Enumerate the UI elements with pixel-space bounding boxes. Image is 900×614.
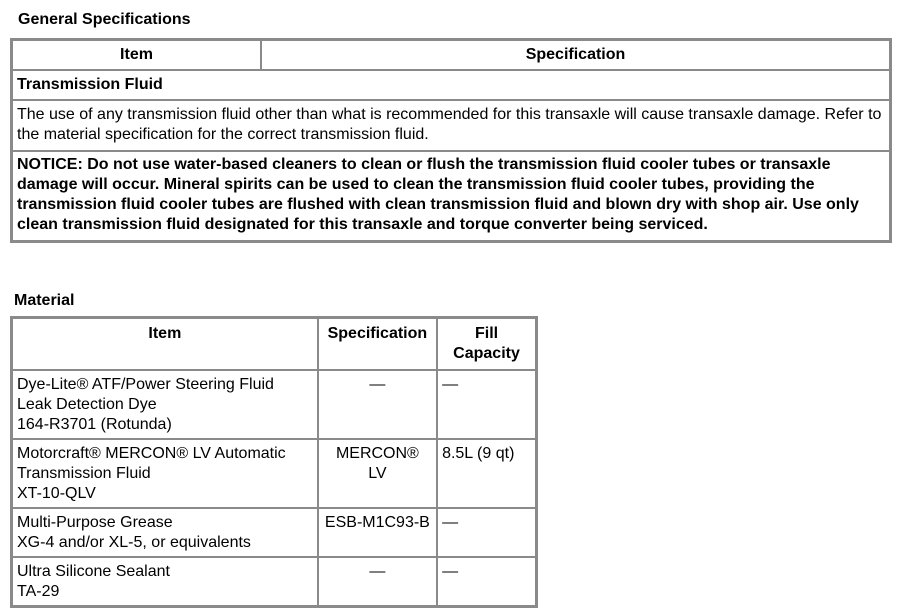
- column-header-item: Item: [12, 318, 318, 370]
- table-row: [12, 557, 536, 606]
- item-line: Transmission Fluid: [17, 465, 151, 482]
- section-row: [12, 70, 890, 100]
- table-row: [12, 370, 536, 439]
- item-line: TA-29: [17, 583, 60, 600]
- material-table: [10, 316, 538, 608]
- material-title: Material: [14, 292, 75, 309]
- general-specifications-table: [10, 38, 892, 243]
- spec-cell: [318, 557, 437, 606]
- spec-line: —: [369, 376, 386, 393]
- fill-header-line-2: Capacity: [453, 345, 520, 362]
- section-title-transmission-fluid: Transmission Fluid: [12, 70, 890, 100]
- header-row: [12, 318, 536, 370]
- column-header-specification: Specification: [261, 40, 890, 70]
- item-cell: [12, 439, 318, 508]
- notice-row: [12, 151, 890, 241]
- body-row: [12, 100, 890, 151]
- item-line: Motorcraft® MERCON® LV Automatic: [17, 445, 286, 462]
- item-line: Ultra Silicone Sealant: [17, 563, 170, 580]
- spec-cell: [318, 508, 437, 557]
- general-specifications-title: General Specifications: [18, 11, 191, 28]
- notice-text: NOTICE: Do not use water-based cleaners to clean or flush the transmission fluid cooler tubes or transaxle damage will occur. Mineral spirits can be used to clean the transmission fluid cooler tubes, providing the transmission fluid cooler tubes are flushed with clean transmission fluid and blown dry with shop air. Use only clean transmission fluid designated for this transaxle and torque converter being serviced.: [12, 151, 890, 241]
- column-header-item: Item: [12, 40, 261, 70]
- spec-cell: [318, 439, 437, 508]
- fill-cell: —: [437, 508, 536, 557]
- spec-line: —: [369, 563, 386, 580]
- fill-cell: 8.5L (9 qt): [437, 439, 536, 508]
- spec-line: ESB-M1C93-B: [324, 514, 430, 531]
- fill-cell: —: [437, 557, 536, 606]
- item-line: Leak Detection Dye: [17, 396, 157, 413]
- spec-line: LV: [368, 465, 387, 482]
- spec-line: MERCON®: [335, 445, 419, 462]
- transmission-fluid-description: The use of any transmission fluid other than what is recommended for this transaxle will cause transaxle damage. Refer to the material specification for the correct transmission fluid.: [12, 100, 890, 151]
- item-line: XT-10-QLV: [17, 485, 96, 502]
- column-header-fill-capacity: [437, 318, 536, 370]
- item-cell: [12, 557, 318, 606]
- table-row: [12, 508, 536, 557]
- item-cell: [12, 508, 318, 557]
- item-line: XG-4 and/or XL-5, or equivalents: [17, 534, 251, 551]
- spec-cell: [318, 370, 437, 439]
- column-header-specification: Specification: [318, 318, 437, 370]
- fill-cell: —: [437, 370, 536, 439]
- fill-header-line-1: Fill: [474, 325, 499, 342]
- header-row: [12, 40, 890, 70]
- item-line: Multi-Purpose Grease: [17, 514, 173, 531]
- item-cell: [12, 370, 318, 439]
- item-line: 164-R3701 (Rotunda): [17, 416, 172, 433]
- item-line: Dye-Lite® ATF/Power Steering Fluid: [17, 376, 274, 393]
- table-row: [12, 439, 536, 508]
